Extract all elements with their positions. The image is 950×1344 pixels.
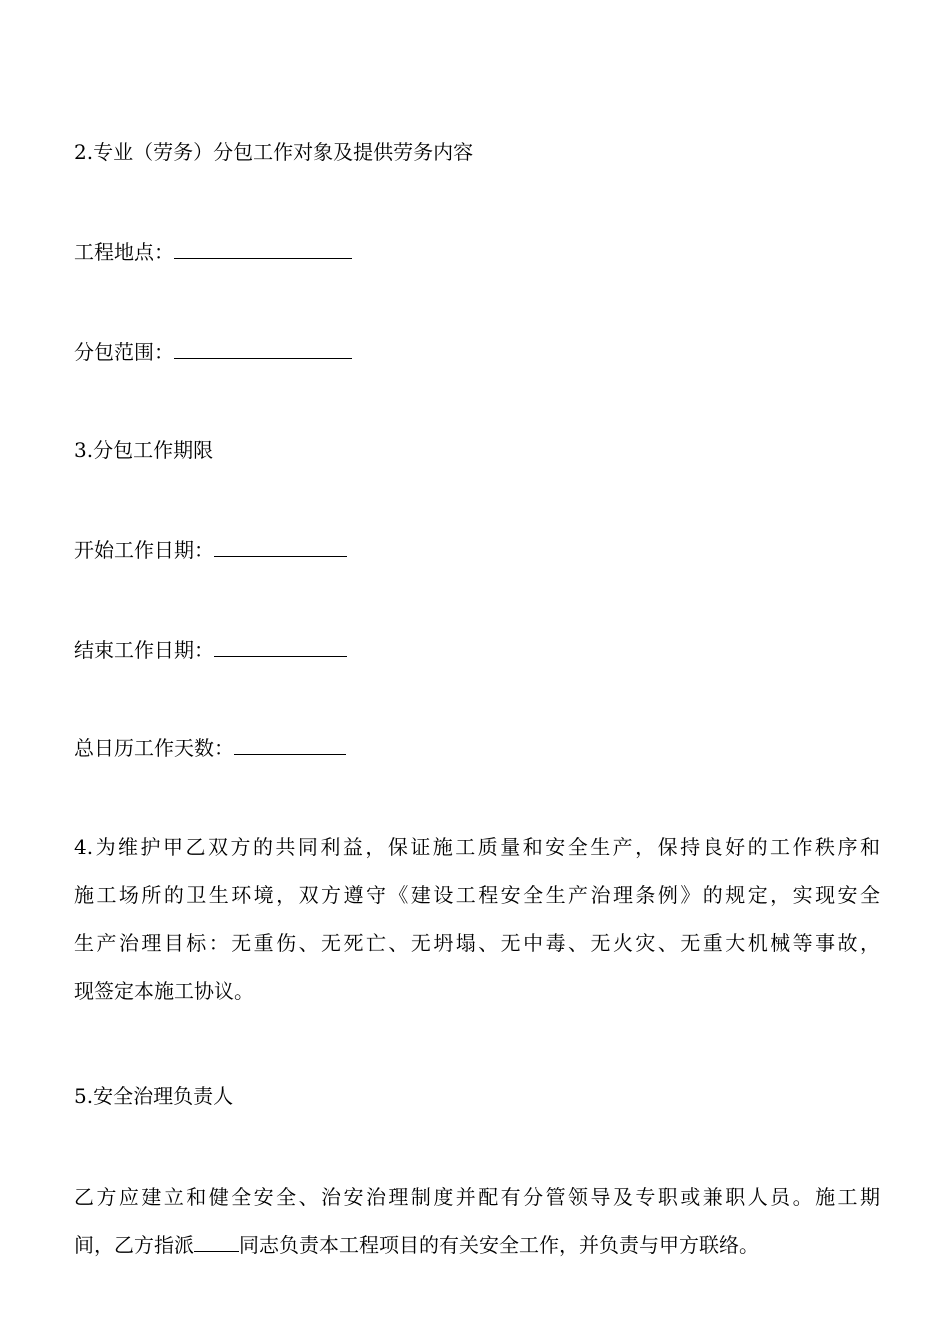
end-date-row [74,636,347,664]
end-date-label: 结束工作日期： [74,638,214,662]
section-4-paragraph [74,823,880,1015]
section-2-heading-text: 2.专业（劳务）分包工作对象及提供劳务内容 [74,140,474,164]
end-date-blank [214,636,347,657]
project-location-label: 工程地点： [74,240,174,264]
start-date-blank [214,536,347,557]
total-days-blank [234,734,346,755]
subcontract-scope-label: 分包范围： [74,340,174,364]
section-5-paragraph [74,1173,880,1269]
section-5-line-2-start: 间，乙方指派 [74,1233,194,1257]
section-2-heading [74,138,473,166]
safety-officer-blank [194,1231,239,1252]
section-5-heading-text: 5.安全治理负责人 [74,1084,234,1108]
section-3-heading-text: 3.分包工作期限 [74,438,214,462]
section-4-line-1: 4.为维护甲乙双方的共同利益，保证施工质量和安全生产，保持良好的工作秩序和 [74,835,880,859]
section-5-heading [74,1082,233,1110]
section-4-line-2: 施工场所的卫生环境，双方遵守《建设工程安全生产治理条例》的规定，实现安全 [74,883,880,907]
section-5-line-1: 乙方应建立和健全安全、治安治理制度并配有分管领导及专职或兼职人员。施工期 [74,1185,880,1209]
project-location-blank [174,238,352,259]
section-5-line-2 [74,1221,880,1269]
subcontract-scope-blank [174,338,352,359]
section-3-heading [74,436,213,464]
total-days-label: 总日历工作天数： [74,736,234,760]
section-4-line-3: 生产治理目标：无重伤、无死亡、无坍塌、无中毒、无火灾、无重大机械等事故， [74,931,880,955]
section-4-line-4: 现签定本施工协议。 [74,979,254,1003]
start-date-label: 开始工作日期： [74,538,214,562]
start-date-row [74,536,347,564]
total-days-row [74,734,346,762]
subcontract-scope-row [74,338,352,366]
project-location-row [74,238,352,266]
section-5-line-2-end: 同志负责本工程项目的有关安全工作，并负责与甲方联络。 [239,1233,759,1257]
